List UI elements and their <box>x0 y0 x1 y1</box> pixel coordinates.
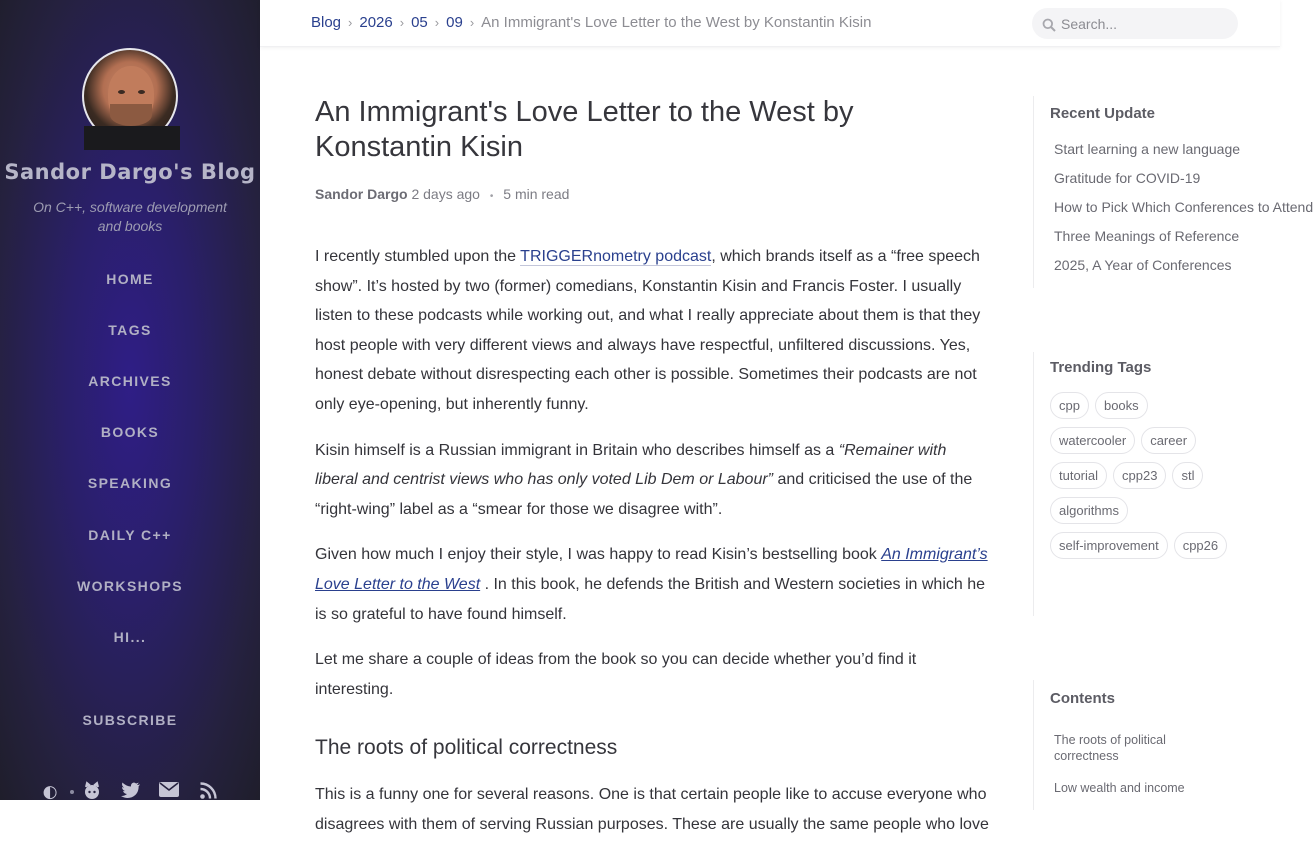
recent-update-item[interactable]: Start learning a new language <box>1054 141 1241 157</box>
blog-title[interactable]: Sandor Dargo's Blog <box>4 160 256 184</box>
avatar-eye <box>138 90 145 94</box>
nav-speaking[interactable]: SPEAKING <box>87 475 173 491</box>
breadcrumb-separator: › <box>434 15 440 30</box>
blog-subtitle: On C++, software development and books <box>33 199 227 234</box>
paragraph-text: , which brands itself as a “free speech show”. It’s hosted by two (former) comedians, Konstantin Kisin and Francis Foster. I usually listen to these podcasts while working out, and what I really appreciate about them is that they host people with very different views and always have respectful, unfiltered discussions. Yes, honest debate without disrespecting each other is possible. Sometimes their podcasts are not only eye-opening, but inherently funny. <box>315 248 981 413</box>
search-icon <box>1042 17 1056 31</box>
paragraph <box>315 436 990 525</box>
toc-item[interactable]: The roots of political correctness <box>1054 733 1166 763</box>
nav-books[interactable]: BOOKS <box>100 424 160 440</box>
breadcrumb <box>311 14 871 31</box>
contents-panel <box>1033 680 1263 810</box>
trending-tags-title: Trending Tags <box>1050 359 1152 376</box>
paragraph-text: I recently stumbled upon the <box>315 248 521 265</box>
paragraph: This is a funny one for several reasons. One is that certain people like to accuse everyone who disagrees with them of serving Russian purposes. These are usually the same people who love <box>315 786 989 833</box>
theme-toggle-icon[interactable]: ◐ <box>42 782 58 802</box>
nav-workshops[interactable]: WORKSHOPS <box>77 578 183 594</box>
recent-updates-panel <box>1033 96 1313 288</box>
paragraph-text: . In this book, he defends the British and Western societies in which he is so grateful to have found himself. <box>315 575 986 623</box>
breadcrumb-year[interactable]: 2026 <box>359 14 393 31</box>
recent-update-item[interactable]: How to Pick Which Conferences to Attend <box>1054 199 1313 215</box>
nav-home[interactable]: HOME <box>106 271 154 287</box>
post-read-time: 5 min read <box>503 186 570 202</box>
paragraph: Let me share a couple of ideas from the book so you can decide whether you’d find it interesting. <box>315 651 917 698</box>
toc-item[interactable]: Low wealth and income <box>1054 781 1185 795</box>
section-heading: The roots of political correctness <box>315 736 618 760</box>
search-box <box>1032 8 1238 39</box>
search-input[interactable] <box>1061 16 1231 32</box>
breadcrumb-month[interactable]: 05 <box>411 14 428 31</box>
tag-career[interactable]: career <box>1141 427 1196 454</box>
breadcrumb-separator: › <box>348 15 353 30</box>
breadcrumb-separator: › <box>399 15 405 30</box>
tag-cpp23[interactable]: cpp23 <box>1113 462 1166 489</box>
nav-tags[interactable]: TAGS <box>108 322 152 338</box>
social-links <box>40 782 230 804</box>
avatar[interactable] <box>82 48 178 144</box>
nav-hi[interactable]: HI... <box>113 629 147 645</box>
meta-separator: • <box>489 191 494 202</box>
paragraph-text: Kisin himself is a Russian immigrant in Britain who describes himself as a <box>315 441 839 459</box>
github-icon[interactable] <box>82 782 102 802</box>
recent-update-item[interactable]: 2025, A Year of Conferences <box>1054 257 1232 273</box>
post-meta <box>315 186 990 202</box>
paragraph-text: Given how much I enjoy their style, I was happy to read Kisin’s bestselling book <box>315 546 882 564</box>
tag-tutorial[interactable]: tutorial <box>1050 462 1107 489</box>
topbar <box>260 0 1280 47</box>
post-article <box>315 95 990 856</box>
nav-daily-cpp[interactable]: DAILY C++ <box>88 527 172 543</box>
breadcrumb-day[interactable]: 09 <box>446 14 463 31</box>
tag-cpp26[interactable]: cpp26 <box>1174 532 1227 559</box>
post-date: 2 days ago <box>411 186 480 202</box>
avatar-beard <box>110 104 152 126</box>
nav-archives[interactable]: ARCHIVES <box>88 373 172 389</box>
avatar-eye <box>118 90 125 94</box>
tag-cpp[interactable]: cpp <box>1050 392 1089 419</box>
sidebar <box>0 0 260 800</box>
paragraph-text: and criticised the use of the “right-wing” label as a “smear for those we disagree with”. <box>315 471 973 518</box>
trending-tags-panel <box>1033 352 1263 616</box>
rss-icon[interactable] <box>198 782 218 802</box>
breadcrumb-separator: › <box>469 15 475 30</box>
nav-subscribe[interactable]: SUBSCRIBE <box>82 712 178 728</box>
tag-list <box>1050 392 1230 559</box>
contents-title: Contents <box>1050 690 1115 707</box>
post-title: An Immigrant's Love Letter to the West by Konstantin Kisin <box>315 96 854 163</box>
tag-algorithms[interactable]: algorithms <box>1050 497 1128 524</box>
avatar-shirt <box>84 126 180 150</box>
email-icon[interactable] <box>159 782 179 802</box>
recent-updates-title: Recent Update <box>1050 105 1156 122</box>
recent-update-item[interactable]: Gratitude for COVID-19 <box>1054 170 1201 186</box>
book-link[interactable]: An Immigrant’s Love Letter to the West <box>315 546 988 593</box>
separator-dot <box>70 790 74 794</box>
breadcrumb-blog[interactable]: Blog <box>311 14 342 31</box>
twitter-icon[interactable] <box>121 782 141 802</box>
post-author[interactable]: Sandor Dargo <box>315 186 408 202</box>
post-content <box>315 242 990 840</box>
tag-self-improvement[interactable]: self-improvement <box>1050 532 1168 559</box>
podcast-link[interactable]: TRIGGERnometry podcast <box>520 248 712 265</box>
tag-books[interactable]: books <box>1095 392 1148 419</box>
tag-watercooler[interactable]: watercooler <box>1050 427 1135 454</box>
breadcrumb-current: An Immigrant's Love Letter to the West by Konstantin Kisin <box>481 14 872 31</box>
tag-stl[interactable]: stl <box>1172 462 1203 489</box>
quote: “Remainer with liberal and centrist views who has only voted Lib Dem or Labour” <box>315 441 947 489</box>
paragraph <box>315 540 990 629</box>
recent-update-item[interactable]: Three Meanings of Reference <box>1054 228 1240 244</box>
paragraph <box>315 242 990 420</box>
